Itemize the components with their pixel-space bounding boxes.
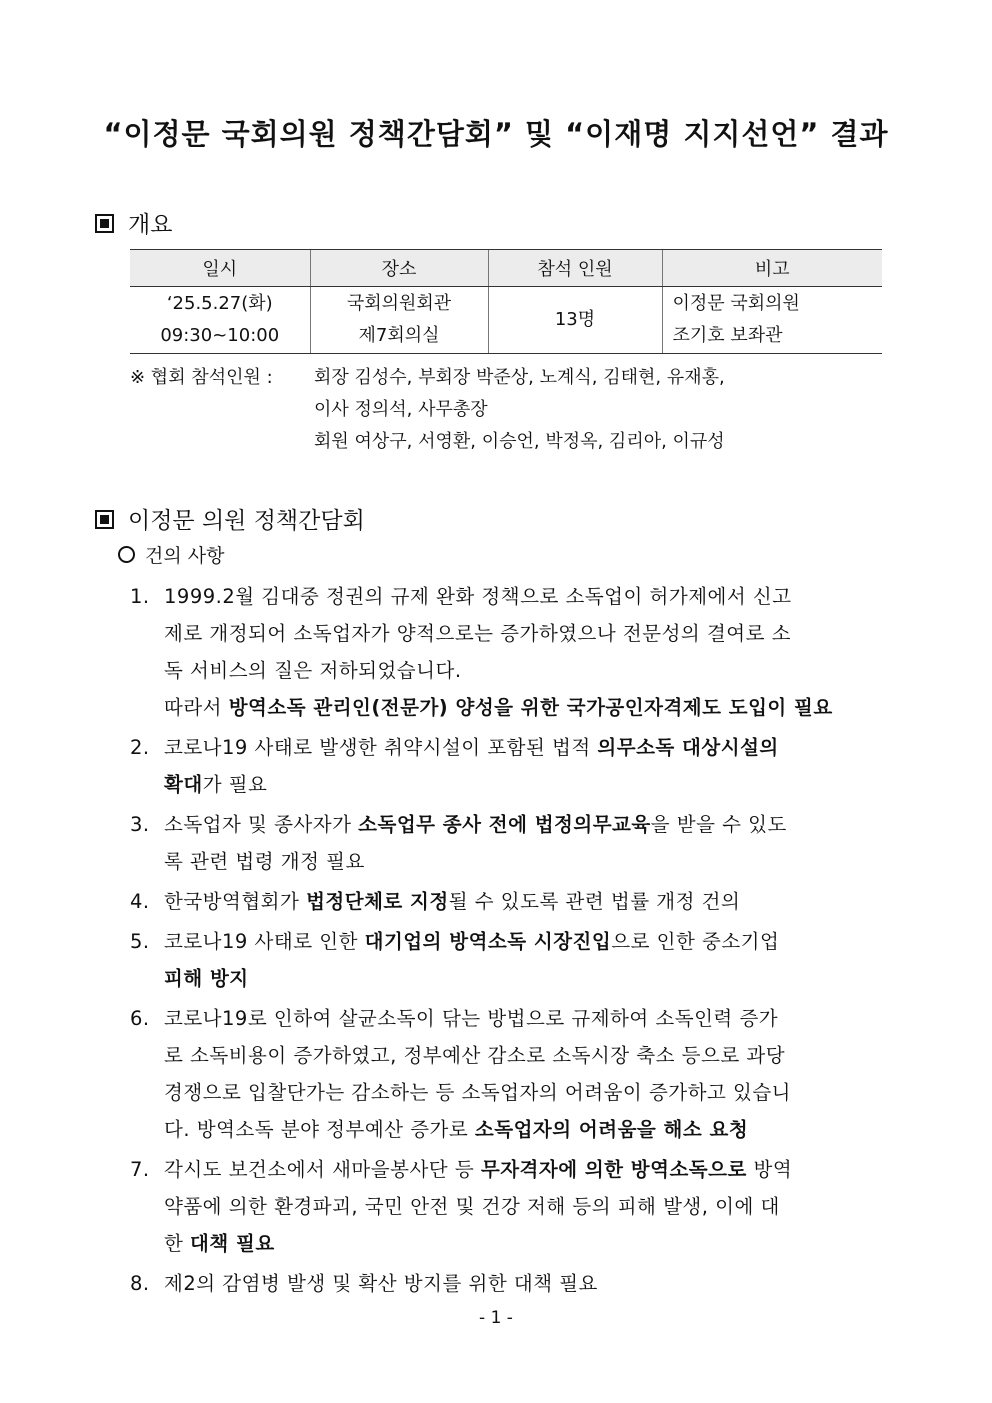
item-number: 3. [130,813,150,836]
note-line-2: 이사 정의석, 사무총장 [314,399,488,420]
subsection-proposals [118,541,224,568]
overview-table-header [130,250,882,287]
document-title: “이정문 국회의원 정책간담회” 및 “이재명 지지선언” 결과 [103,117,889,151]
item-text: 코로나19 사태로 발생한 취약시설이 포함된 법적 [164,736,598,759]
item-text: 을 받을 수 있도 [650,813,787,836]
place-room: 제7회의실 [358,325,440,346]
list-item [130,883,896,920]
list-item [130,1000,896,1148]
item-text: 가 필요 [202,773,268,796]
note-line-3: 회원 여상구, 서영환, 이승언, 박정옥, 김리아, 이규성 [314,431,725,452]
item-text: 방역 [746,1158,793,1181]
proposal-list [130,578,896,1302]
item-text: 다. 방역소독 분야 정부예산 증가로 [164,1118,475,1141]
item-emphasis: 의무소독 대상시설의 [597,736,779,759]
item-text: 따라서 [164,696,229,719]
remark-line-1: 이정문 국회의원 [672,293,800,314]
page-number: - 1 - [479,1308,513,1328]
note-line-1: 회장 김성수, 부회장 박준상, 노계식, 김태현, 유재홍, [314,367,725,388]
item-emphasis: 소독업자의 어려움을 해소 요청 [474,1118,749,1141]
header-datetime: 일시 [130,250,310,287]
cell-datetime [130,287,310,354]
section-overview-label: 개요 [128,212,173,238]
overview-table [130,249,882,354]
item-line: 제2의 감염병 발생 및 확산 방지를 위한 대책 필요 [164,1272,598,1295]
item-emphasis: 피해 방지 [164,967,249,990]
list-item [130,1151,896,1262]
filled-square-icon [95,214,114,233]
time-value: 09:30~10:00 [160,325,280,346]
item-emphasis: 방역소독 관리인(전문가) 양성을 위한 국가공인자격제도 도입이 필요 [228,696,833,719]
date-value: ‘25.5.27(화) [166,293,273,314]
item-number: 7. [130,1158,150,1181]
item-line: 코로나19로 인하여 살균소독이 닦는 방법으로 규제하여 소독인력 증가 [164,1007,779,1030]
item-line: 록 관련 법령 개정 필요 [164,850,365,873]
item-emphasis: 대책 필요 [190,1232,275,1255]
list-item [130,578,896,726]
item-emphasis: 무자격자에 의한 방역소독으로 [480,1158,747,1181]
section-policy-heading [95,502,365,535]
note-label: ※ 협회 참석인원 : [130,367,273,388]
item-emphasis: 확대 [164,773,203,796]
place-building: 국회의원회관 [346,293,452,314]
item-emphasis: 소독업무 종사 전에 법정의무교육 [358,813,651,836]
list-item [130,1265,896,1302]
list-item [130,729,896,803]
item-emphasis: 대기업의 방역소독 시장진입 [364,930,612,953]
item-line: 독 서비스의 질은 저하되었습니다. [164,659,462,682]
item-number: 2. [130,736,150,759]
overview-table-row [130,287,882,354]
header-remarks: 비고 [662,250,882,287]
header-attendees: 참석 인원 [488,250,662,287]
item-line: 제로 개정되어 소독업자가 양적으로는 증가하였으나 전문성의 결여로 소 [164,622,792,645]
item-line: 로 소독비용이 증가하였고, 정부예산 감소로 소독시장 축소 등으로 과당 [164,1044,786,1067]
list-item [130,923,896,997]
section-overview-heading [95,206,172,239]
header-place: 장소 [310,250,488,287]
item-text: 될 수 있도록 관련 법률 개정 건의 [448,890,741,913]
item-emphasis: 법정단체로 지정 [306,890,449,913]
item-number: 6. [130,1007,150,1030]
item-number: 1. [130,585,150,608]
item-text: 소독업자 및 종사자가 [164,813,359,836]
item-text: 각시도 보건소에서 새마을봉사단 등 [164,1158,481,1181]
item-line: 경쟁으로 입찰단가는 감소하는 등 소독업자의 어려움이 증가하고 있습니 [164,1081,792,1104]
item-number: 4. [130,890,150,913]
filled-square-icon [95,510,114,529]
item-text: 코로나19 사태로 인한 [164,930,365,953]
item-text: 한국방역협회가 [164,890,307,913]
section-policy-label: 이정문 의원 정책간담회 [128,508,365,534]
subsection-proposals-label: 건의 사항 [145,545,225,567]
circle-bullet-icon [118,546,135,563]
item-text: 으로 인한 중소기업 [611,930,780,953]
item-number: 8. [130,1272,150,1295]
item-number: 5. [130,930,150,953]
item-text: 한 [164,1232,191,1255]
remark-line-2: 조기호 보좌관 [672,325,783,346]
cell-place [310,287,488,354]
item-line: 1999.2월 김대중 정권의 규제 완화 정책으로 소독업이 허가제에서 신고 [164,585,792,608]
cell-attendees: 13명 [488,287,662,354]
attendee-note [130,362,725,458]
list-item [130,806,896,880]
cell-remarks [662,287,882,354]
item-line: 약품에 의한 환경파괴, 국민 안전 및 건강 저해 등의 피해 발생, 이에 대 [164,1195,780,1218]
